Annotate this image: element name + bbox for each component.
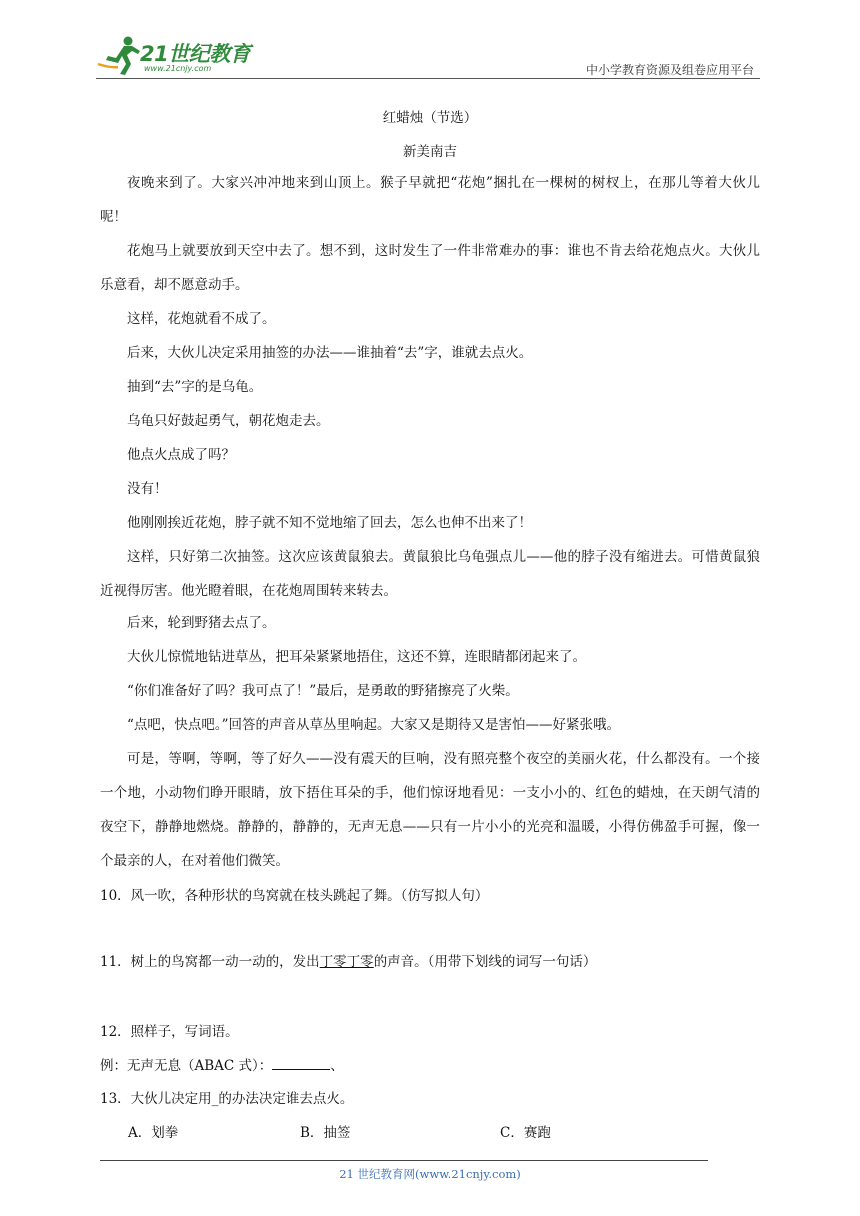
header-divider xyxy=(96,78,760,79)
platform-name: 中小学教育资源及组卷应用平台 xyxy=(585,63,754,77)
paragraph: “你们准备好了吗？我可点了！”最后，是勇敢的野猪擦亮了火柴。 xyxy=(127,683,519,699)
q11-underlined-word: 丁零丁零 xyxy=(319,954,374,970)
logo-wordmark: 21世纪教育 xyxy=(140,42,251,66)
paragraph: “点吧，快点吧。”回答的声音从草丛里响起。大家又是期待又是害怕——好紧张哦。 xyxy=(127,717,621,733)
option-a[interactable]: A．划拳 xyxy=(128,1125,179,1141)
option-b[interactable]: B．抽签 xyxy=(300,1125,351,1141)
q11-text: 11．树上的鸟窝都一动一动的，发出 xyxy=(100,954,320,970)
paragraph: 这样，只好第二次抽签。这次应该黄鼠狼去。黄鼠狼比乌龟强点儿——他的脖子没有缩进去。可惜黄鼠狼近视得厉害。他光瞪着眼，在花炮周围转来转去。 xyxy=(100,549,760,599)
paragraph: 大伙儿惊慌地钻进草丛，把耳朵紧紧地捂住，这还不算，连眼睛都闭起来了。 xyxy=(127,649,586,665)
question-13: 13．大伙儿决定用_的办法决定谁去点火。 xyxy=(100,1091,354,1107)
logo xyxy=(96,34,266,74)
question-10: 10．风一吹，各种形状的鸟窝就在枝头跳起了舞。（仿写拟人句） xyxy=(100,888,489,904)
paragraph: 抽到“去”字的是乌龟。 xyxy=(127,379,263,395)
paragraph: 这样，花炮就看不成了。 xyxy=(127,311,276,327)
runner-logo-icon xyxy=(96,34,142,76)
article-title: 红蜡烛（节选） xyxy=(382,110,478,126)
q12-example xyxy=(100,1054,760,1074)
paragraph: 乌龟只好鼓起勇气，朝花炮走去。 xyxy=(127,413,330,429)
paragraph: 后来，轮到野猪去点了。 xyxy=(127,615,276,631)
paragraph: 他刚刚挨近花炮，脖子就不知不觉地缩了回去，怎么也伸不出来了！ xyxy=(127,515,532,531)
option-c[interactable]: C．赛跑 xyxy=(500,1125,551,1141)
paragraph: 夜晚来到了。大家兴冲冲地来到山顶上。猴子早就把“花炮”捆扎在一棵树的树杈上，在那儿等着大伙儿呢！ xyxy=(100,175,760,225)
paragraph: 花炮马上就要放到天空中去了。想不到，这时发生了一件非常难办的事：谁也不肯去给花炮点火。大伙儿乐意看，却不愿意动手。 xyxy=(100,243,760,293)
question-11 xyxy=(100,950,760,970)
footer-divider xyxy=(100,1160,708,1161)
paragraph: 没有！ xyxy=(127,481,168,497)
q12-example-label: 例：无声无息（ABAC 式）： xyxy=(100,1058,273,1074)
logo-url: www.21cnjy.com xyxy=(144,64,212,73)
question-12: 12．照样子，写词语。 xyxy=(100,1024,239,1040)
answer-blank[interactable] xyxy=(272,1057,330,1070)
article-author: 新美南吉 xyxy=(403,144,457,160)
q12-example-sep: 、 xyxy=(330,1058,344,1074)
paragraph: 可是，等啊，等啊，等了好久——没有震天的巨响，没有照亮整个夜空的美丽火花，什么都没有。一个接一个地，小动物们睁开眼睛，放下捂住耳朵的手，他们惊讶地看见：一支小小的、红色的蜡烛，在天朗气清的夜空下，静静地燃烧。静静的，静静的，无声无息——只有一片小小的光亮和温暖，小得仿佛盈手可握，像一个最亲的人，在对着他们微笑。 xyxy=(100,751,760,869)
q11-text: 的声音。（用带下划线的词写一句话） xyxy=(373,954,597,970)
paragraph: 后来，大伙儿决定采用抽签的办法——谁抽着“去”字，谁就去点火。 xyxy=(127,345,533,361)
page-header xyxy=(96,30,760,78)
paragraph: 他点火点成了吗？ xyxy=(127,447,235,463)
footer-text: 21 世纪教育网(www.21cnjy.com) xyxy=(339,1167,521,1181)
